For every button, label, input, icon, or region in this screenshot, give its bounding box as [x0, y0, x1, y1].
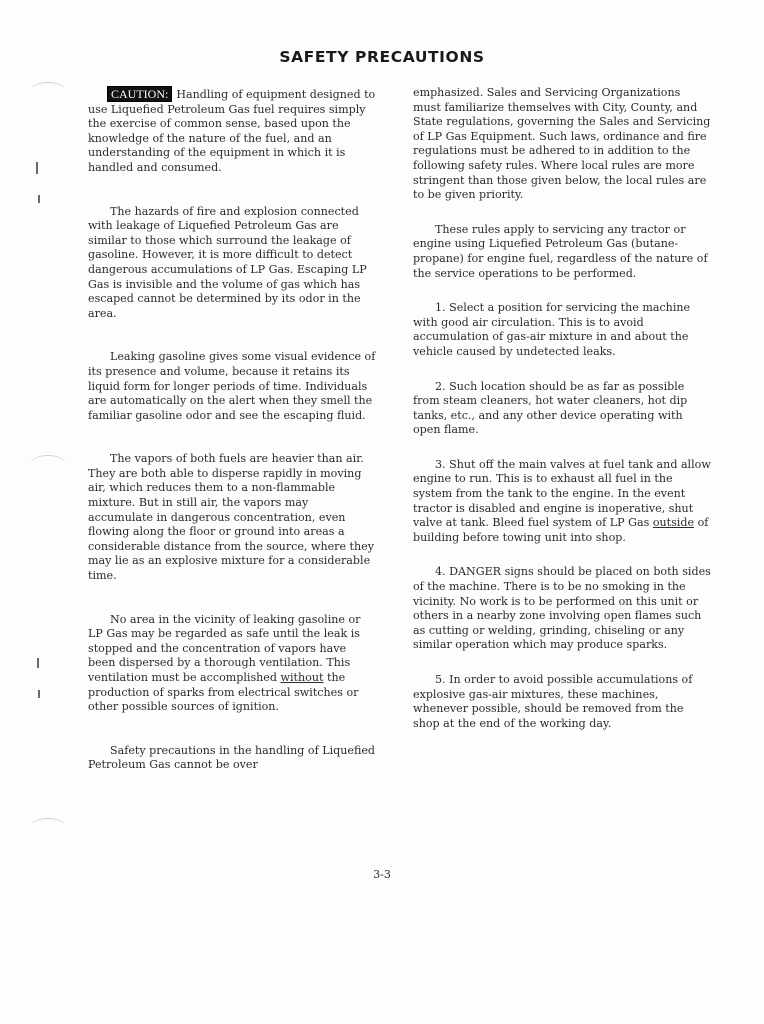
- paragraph: The vapors of both fuels are heavier than air. They are both able to disperse rapidly in moving air, which reduces them to a non-flammable mixture. But in still air, the vapors may accumulate in dangerous concentration, even flowing along the floor or ground into areas a considerable distance from the source, where they may lie as an explosive mixture for a considerable time.: [88, 452, 374, 583]
- paragraph: Leaking gasoline gives some visual evidence of its presence and volume, because it retains its liquid form for longer periods of time. Individuals are automatically on the alert when they smell the familiar gasoline odor and see the escaping fluid.: [88, 350, 376, 422]
- margin-tick: [36, 162, 38, 174]
- underlined-word: outside: [652, 516, 695, 530]
- right-column: [413, 86, 711, 751]
- left-column: [88, 86, 376, 802]
- paragraph: The hazards of fire and explosion connected with leakage of Liquefied Petroleum Gas are similar to those which surround the leakage of gasoline. However, it is more difficult to detect dangerous accumulations of LP Gas. Escaping LP Gas is invisible and the volume of gas which has escaped cannot be determined by its odor in the area.: [88, 204, 367, 320]
- hole-punch-mark: [30, 82, 66, 101]
- hole-punch-mark: [30, 455, 66, 474]
- paragraph: [88, 86, 376, 176]
- paragraph: [88, 613, 376, 715]
- margin-tick: [38, 690, 40, 698]
- paragraph-text: the production of sparks from electrical switches or other possible sources of ignition.: [88, 671, 359, 714]
- paragraph-text: of building before towing unit into shop.: [413, 516, 709, 544]
- paragraph-text: Handling of equipment designed to use Liquefied Petroleum Gas fuel requires simply the exercise of common sense, based upon the knowledge of the nature of the fuel, and an understanding of the equipment in which it is handled and consumed.: [88, 88, 376, 174]
- page-title: SAFETY PRECAUTIONS: [279, 48, 485, 66]
- paragraph: Safety precautions in the handling of Liquefied Petroleum Gas cannot be over: [88, 743, 376, 772]
- underlined-word: without: [280, 671, 324, 684]
- rule-3: [413, 458, 711, 546]
- rule-5: 5. In order to avoid possible accumulations of explosive gas-air mixtures, these machines, whenever possible, should be removed from the shop at the end of the working day.: [413, 673, 693, 730]
- page-number: 3-3: [373, 868, 391, 881]
- margin-tick: [37, 658, 39, 668]
- paragraph-text: 3. Shut off the main valves at fuel tank and allow engine to run. This is to exhaust all fuel in the system from the tank to the engine. In the event tractor is disabled and engine is inoperative, shut valve at tank. Bleed fuel system of LP Gas: [413, 457, 711, 530]
- rule-1: 1. Select a position for servicing the machine with good air circulation. This is to avoid accumulation of gas-air mixture in and about the vehicle caused by undetected leaks.: [413, 301, 691, 358]
- caution-label: CAUTION:: [107, 86, 172, 102]
- hole-punch-mark: [30, 818, 66, 837]
- rule-4: 4. DANGER signs should be placed on both sides of the machine. There is to be no smoking in the vicinity. No work is to be performed on this unit or others in a nearby zone involving open flames such as cutting or welding, grinding, chiseling or any similar operation which may produce sparks.: [413, 565, 711, 652]
- paragraph: emphasized. Sales and Servicing Organizations must familiarize themselves with City, County, and State regulations, governing the Sales and Servicing of LP Gas Equipment. Such laws, ordinance and fire regulations must be adhered to in addition to the following safety rules. Where local rules are more stringent than those given below, the local rules are to be given priority.: [413, 86, 711, 202]
- rule-2: 2. Such location should be as far as possible from steam cleaners, hot water cleaners, hot dip tanks, etc., and any other device operating with open flame.: [413, 379, 688, 437]
- paragraph: These rules apply to servicing any tractor or engine using Liquefied Petroleum Gas (butane-propane) for engine fuel, regardless of the nature of the service operations to be performed.: [413, 222, 708, 280]
- paragraph-text: No area in the vicinity of leaking gasoline or LP Gas may be regarded as safe until the leak is stopped and the concentration of vapors have been dispersed by a thorough ventilation. This ventilation must be accomplished: [88, 612, 361, 684]
- margin-tick: [38, 195, 40, 203]
